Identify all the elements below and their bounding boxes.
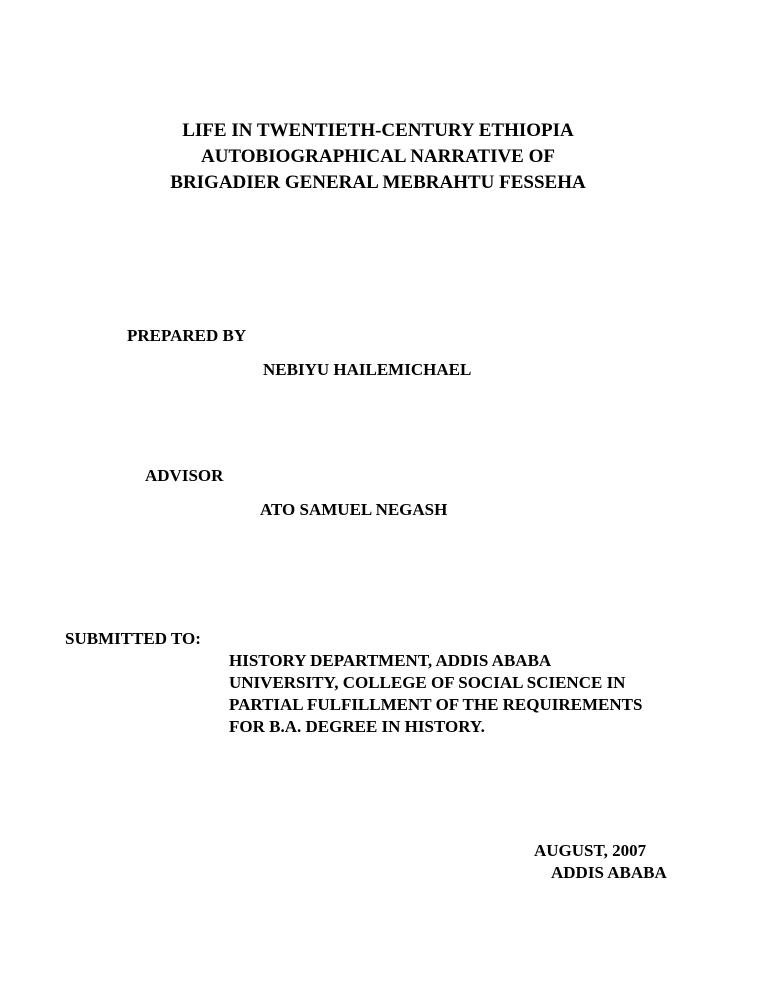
- document-title: [0, 118, 768, 196]
- advisor-name: ATO SAMUEL NEGASH: [260, 500, 448, 519]
- submitted-to-line-2: UNIVERSITY, COLLEGE OF SOCIAL SCIENCE IN: [229, 673, 626, 692]
- submitted-to-line-1: HISTORY DEPARTMENT, ADDIS ABABA: [229, 651, 552, 670]
- submission-date: AUGUST, 2007: [534, 841, 647, 860]
- title-line-1: LIFE IN TWENTIETH-CENTURY ETHIOPIA: [182, 120, 574, 141]
- author-name: NEBIYU HAILEMICHAEL: [263, 360, 472, 379]
- submitted-to-line-3: PARTIAL FULFILLMENT OF THE REQUIREMENTS: [229, 695, 643, 714]
- submitted-to-label: SUBMITTED TO:: [65, 629, 201, 648]
- prepared-by-label: PREPARED BY: [127, 326, 247, 345]
- title-line-3: BRIGADIER GENERAL MEBRAHTU FESSEHA: [170, 172, 586, 193]
- advisor-label: ADVISOR: [145, 466, 224, 485]
- submission-place: ADDIS ABABA: [551, 863, 667, 882]
- title-line-2: AUTOBIOGRAPHICAL NARRATIVE OF: [200, 146, 555, 167]
- submitted-to-line-4: FOR B.A. DEGREE IN HISTORY.: [229, 717, 485, 736]
